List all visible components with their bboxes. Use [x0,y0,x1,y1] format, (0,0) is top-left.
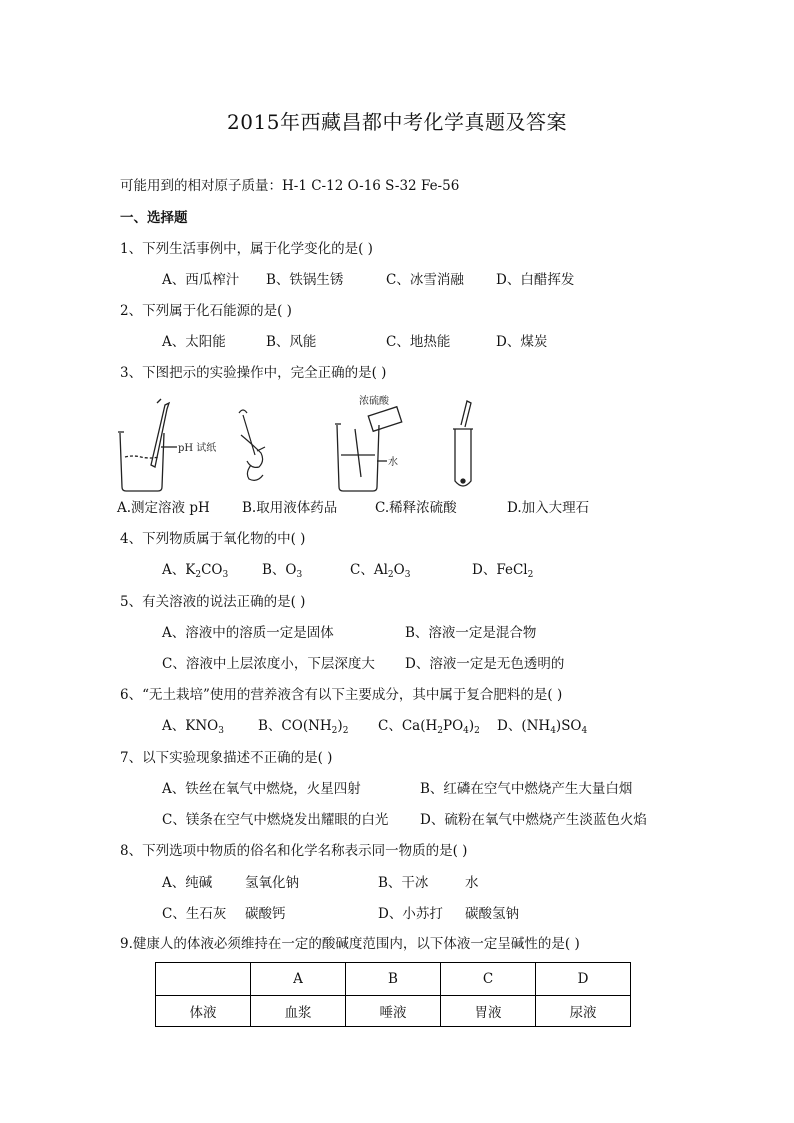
fig-c-acid-label: 浓硫酸 [359,396,389,407]
q1-option-a: A、西瓜榨汁 [162,272,240,288]
q4-option-a: A、$K_2CO_3$ [162,562,229,580]
q2-option-d: D、煤炭 [496,334,548,350]
question-2: 2、下列属于化石能源的是( ) [120,303,292,319]
q3-option-d: D.加入大理石 [507,500,590,516]
q1-option-b: B、铁锅生锈 [266,272,344,288]
q6-option-c: C、$Ca(H_2PO_4)_2$ [378,718,480,736]
table-cell [156,963,251,996]
q5-option-a: A、溶液中的溶质一定是固体 [162,625,334,641]
table-cell: A [251,963,346,996]
q4-option-b: B、$O_3$ [262,562,303,580]
q3-option-c: C.稀释浓硫酸 [375,500,457,516]
q1-option-c: C、冰雪消融 [386,272,464,288]
q7-option-d: D、硫粉在氧气中燃烧产生淡蓝色火焰 [420,812,647,828]
q3-option-a: A.测定溶液 pH [117,500,210,516]
lab-figures [115,395,515,495]
q7-option-a: A、铁丝在氧气中燃烧，火星四射 [162,781,361,797]
question-3: 3、下图把示的实验操作中，完全正确的是( ) [120,365,387,381]
question-1: 1、下列生活事例中，属于化学变化的是( ) [120,241,373,257]
q6-option-b: B、$CO(NH_2)_2$ [258,718,349,736]
question-8: 8、下列选项中物质的俗名和化学名称表示同一物质的是( ) [120,843,468,859]
table-row [156,996,631,1027]
question-5: 5、有关溶液的说法正确的是( ) [120,594,306,610]
q2-option-c: C、地热能 [386,334,451,350]
q8-option-b-name: B、干冰 [378,875,429,891]
fig-b-dropper [239,410,265,480]
q2-option-a: A、太阳能 [162,334,226,350]
question-6: 6、“无土栽培”使用的营养液含有以下主要成分，其中属于复合肥料的是( ) [120,687,563,703]
table-cell: 胃液 [441,996,536,1027]
table-cell: 唾液 [346,996,441,1027]
table-cell: 体液 [156,996,251,1027]
q4-option-c: C、$Al_2O_3$ [350,562,411,580]
table-cell: 尿液 [536,996,631,1027]
q1-option-d: D、白醋挥发 [496,272,575,288]
q6-option-d: D、$(NH_4)SO_4$ [497,718,588,736]
q3-option-b: B.取用液体药品 [242,500,338,516]
section-heading: 一、选择题 [120,210,188,226]
fig-d-test-tube [453,401,473,486]
q5-option-c: C、溶液中上层浓度小，下层深度大 [162,656,375,672]
q4-option-d: D、FeCl$_2$ [472,562,534,580]
q7-option-c: C、镁条在空气中燃烧发出耀眼的白光 [162,812,389,828]
table-cell: 血浆 [251,996,346,1027]
q8-option-d-chem: 碳酸氢钠 [465,906,519,922]
q5-option-b: B、溶液一定是混合物 [405,625,537,641]
q8-option-c-chem: 碳酸钙 [245,906,286,922]
q8-option-d-name: D、小苏打 [378,906,443,922]
table-cell: D [536,963,631,996]
question-7: 7、以下实验现象描述不正确的是( ) [120,750,333,766]
q5-option-d: D、溶液一定是无色透明的 [405,656,565,672]
fig-c-water-label: 水 [388,457,398,468]
question-9: 9.健康人的体液必须维持在一定的酸碱度范围内，以下体液一定呈碱性的是( ) [120,936,580,952]
fig-c-dilution [335,407,402,491]
q9-table [155,962,631,1027]
q6-option-a: A、$KNO_3$ [162,718,224,736]
page-title: 2015年西藏昌都中考化学真题及答案 [227,110,567,134]
atomic-masses: 可能用到的相对原子质量：H-1 C-12 O-16 S-32 Fe-56 [120,178,460,194]
fig-a-label: pH 试纸 [178,443,217,454]
q2-option-b: B、风能 [266,334,317,350]
q8-option-a-chem: 氢氧化钠 [245,875,299,891]
q8-option-c-name: C、生石灰 [162,906,227,922]
table-header-row [156,963,631,996]
q7-option-b: B、红磷在空气中燃烧产生大量白烟 [420,781,633,797]
q8-option-a-name: A、纯碱 [162,875,213,891]
question-4: 4、下列物质属于氧化物的中( ) [120,531,306,547]
table-cell: B [346,963,441,996]
q8-option-b-chem: 水 [465,875,479,891]
table-cell: C [441,963,536,996]
fig-a-beaker [118,399,177,491]
